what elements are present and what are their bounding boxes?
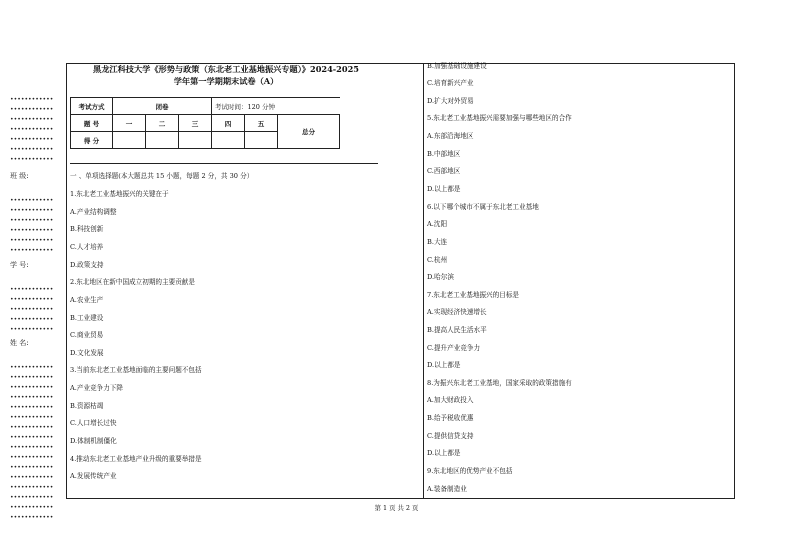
answer-option: D.文化发展 xyxy=(70,349,104,357)
title-line-2: 学年第一学期期末试卷（A） xyxy=(173,76,279,86)
question-2-header: 二 xyxy=(146,115,179,132)
answer-option: D.以上都是 xyxy=(427,185,461,193)
answer-option: C.人才培养 xyxy=(70,243,104,251)
binding-dots: •••••••••••• xyxy=(10,116,54,123)
binding-dots: •••••••••••• xyxy=(10,454,54,461)
answer-option: B.加强基础设施建设 xyxy=(427,62,487,70)
answer-option: B.提高人民生活水平 xyxy=(427,326,487,334)
total-score-label: 总分 xyxy=(278,115,340,149)
binding-dots: •••••••••••• xyxy=(10,444,54,451)
answer-option: D.扩大对外贸易 xyxy=(427,97,474,105)
score-label: 得 分 xyxy=(71,132,113,149)
page-number: 第 1 页 共 2 页 xyxy=(374,504,419,512)
binding-dots: •••••••••••• xyxy=(10,424,54,431)
answer-option: B.工业建设 xyxy=(70,314,104,322)
binding-dots: •••••••••••• xyxy=(10,434,54,441)
answer-option: A.产业竞争力下降 xyxy=(70,384,124,392)
exam-time: 考试时间：120 分钟 xyxy=(212,98,340,115)
answer-option: D.哈尔滨 xyxy=(427,273,454,281)
answer-option: A.装备制造业 xyxy=(427,485,467,493)
binding-dots: •••••••••••• xyxy=(10,217,54,224)
binding-dots: •••••••••••• xyxy=(10,494,54,501)
binding-dots: •••••••••••• xyxy=(10,504,54,511)
binding-dots: •••••••••••• xyxy=(10,96,54,103)
binding-dots: •••••••••••• xyxy=(10,156,54,163)
answer-option: B.科技创新 xyxy=(70,225,104,233)
answer-option: A.发展传统产业 xyxy=(70,472,117,480)
binding-dots: •••••••••••• xyxy=(10,306,54,313)
answer-option: D.体制机制僵化 xyxy=(70,437,117,445)
binding-dots: •••••••••••• xyxy=(10,316,54,323)
binding-dots: •••••••••••• xyxy=(10,106,54,113)
question-stem: 9.东北地区的优势产业不包括 xyxy=(427,467,513,475)
question-stem: 5.东北老工业基地振兴需要加强与哪些地区的合作 xyxy=(427,114,572,122)
score-cell[interactable] xyxy=(113,132,146,149)
answer-option: A.加大财政投入 xyxy=(427,396,474,404)
answer-option: C.西部地区 xyxy=(427,167,461,175)
binding-dots: •••••••••••• xyxy=(10,136,54,143)
binding-dots: •••••••••••• xyxy=(10,394,54,401)
answer-option: D.政策支持 xyxy=(70,261,104,269)
binding-dots: •••••••••••• xyxy=(10,474,54,481)
answer-option: C.提供信贷支持 xyxy=(427,432,474,440)
question-5-header: 五 xyxy=(245,115,278,132)
question-no-label: 题 号 xyxy=(71,115,113,132)
answer-option: A.实现经济快速增长 xyxy=(427,308,487,316)
exam-method-label: 考试方式 xyxy=(71,98,113,115)
section-heading: 一 、单项选择题(本大题总共 15 小题，每题 2 分，共 30 分） xyxy=(70,172,254,180)
column-divider xyxy=(423,63,424,499)
question-stem: 4.推动东北老工业基地产业升级的重要举措是 xyxy=(70,455,202,463)
answer-option: B.给予税收优惠 xyxy=(427,414,474,422)
binding-dots: •••••••••••• xyxy=(10,484,54,491)
binding-margin xyxy=(10,95,60,545)
question-stem: 2.东北地区在新中国成立初期的主要贡献是 xyxy=(70,278,195,286)
binding-dots: •••••••••••• xyxy=(10,207,54,214)
binding-dots: •••••••••••• xyxy=(10,464,54,471)
score-cell[interactable] xyxy=(146,132,179,149)
binding-dots: •••••••••••• xyxy=(10,237,54,244)
title-line-1: 黑龙江科技大学《形势与政策（东北老工业基地振兴专题）》2024-2025 xyxy=(93,64,359,74)
exam-title xyxy=(70,63,382,87)
section-rule xyxy=(70,163,378,164)
class-label: 班 级: xyxy=(10,172,29,180)
exam-info-table xyxy=(70,97,340,149)
question-stem: 1.东北老工业基地振兴的关键在于 xyxy=(70,190,169,198)
question-1-header: 一 xyxy=(113,115,146,132)
student-id-label: 学 号: xyxy=(10,261,29,269)
binding-dots: •••••••••••• xyxy=(10,414,54,421)
binding-dots: •••••••••••• xyxy=(10,514,54,521)
exam-method-value: 闭卷 xyxy=(113,98,212,115)
binding-dots: •••••••••••• xyxy=(10,146,54,153)
score-cell[interactable] xyxy=(212,132,245,149)
binding-dots: •••••••••••• xyxy=(10,404,54,411)
score-cell[interactable] xyxy=(245,132,278,149)
binding-dots: •••••••••••• xyxy=(10,126,54,133)
answer-option: B.中部地区 xyxy=(427,150,461,158)
answer-option: A.农业生产 xyxy=(70,296,104,304)
binding-dots: •••••••••••• xyxy=(10,326,54,333)
answer-option: B.资源枯竭 xyxy=(70,402,104,410)
answer-option: A.沈阳 xyxy=(427,220,448,228)
question-3-header: 三 xyxy=(179,115,212,132)
answer-option: C.培育新兴产业 xyxy=(427,79,474,87)
question-4-header: 四 xyxy=(212,115,245,132)
binding-dots: •••••••••••• xyxy=(10,247,54,254)
binding-dots: •••••••••••• xyxy=(10,286,54,293)
answer-option: C.人口增长过快 xyxy=(70,419,117,427)
binding-dots: •••••••••••• xyxy=(10,384,54,391)
answer-option: D.以上都是 xyxy=(427,361,461,369)
score-cell[interactable] xyxy=(179,132,212,149)
answer-option: A.产业结构调整 xyxy=(70,208,117,216)
name-label: 姓 名: xyxy=(10,339,29,347)
binding-dots: •••••••••••• xyxy=(10,296,54,303)
answer-option: C.提升产业竞争力 xyxy=(427,344,481,352)
binding-dots: •••••••••••• xyxy=(10,374,54,381)
question-stem: 7.东北老工业基地振兴的目标是 xyxy=(427,291,520,299)
answer-option: C.杭州 xyxy=(427,256,448,264)
answer-option: A.东部沿海地区 xyxy=(427,132,474,140)
question-stem: 3.当前东北老工业基地面临的主要问题不包括 xyxy=(70,366,202,374)
binding-dots: •••••••••••• xyxy=(10,197,54,204)
question-stem: 8.为振兴东北老工业基地，国家采取的政策措施有 xyxy=(427,379,572,387)
answer-option: B.大连 xyxy=(427,238,448,246)
binding-dots: •••••••••••• xyxy=(10,227,54,234)
question-stem: 6.以下哪个城市不属于东北老工业基地 xyxy=(427,203,539,211)
answer-option: D.以上都是 xyxy=(427,449,461,457)
answer-option: C.商业贸易 xyxy=(70,331,104,339)
binding-dots: •••••••••••• xyxy=(10,364,54,371)
